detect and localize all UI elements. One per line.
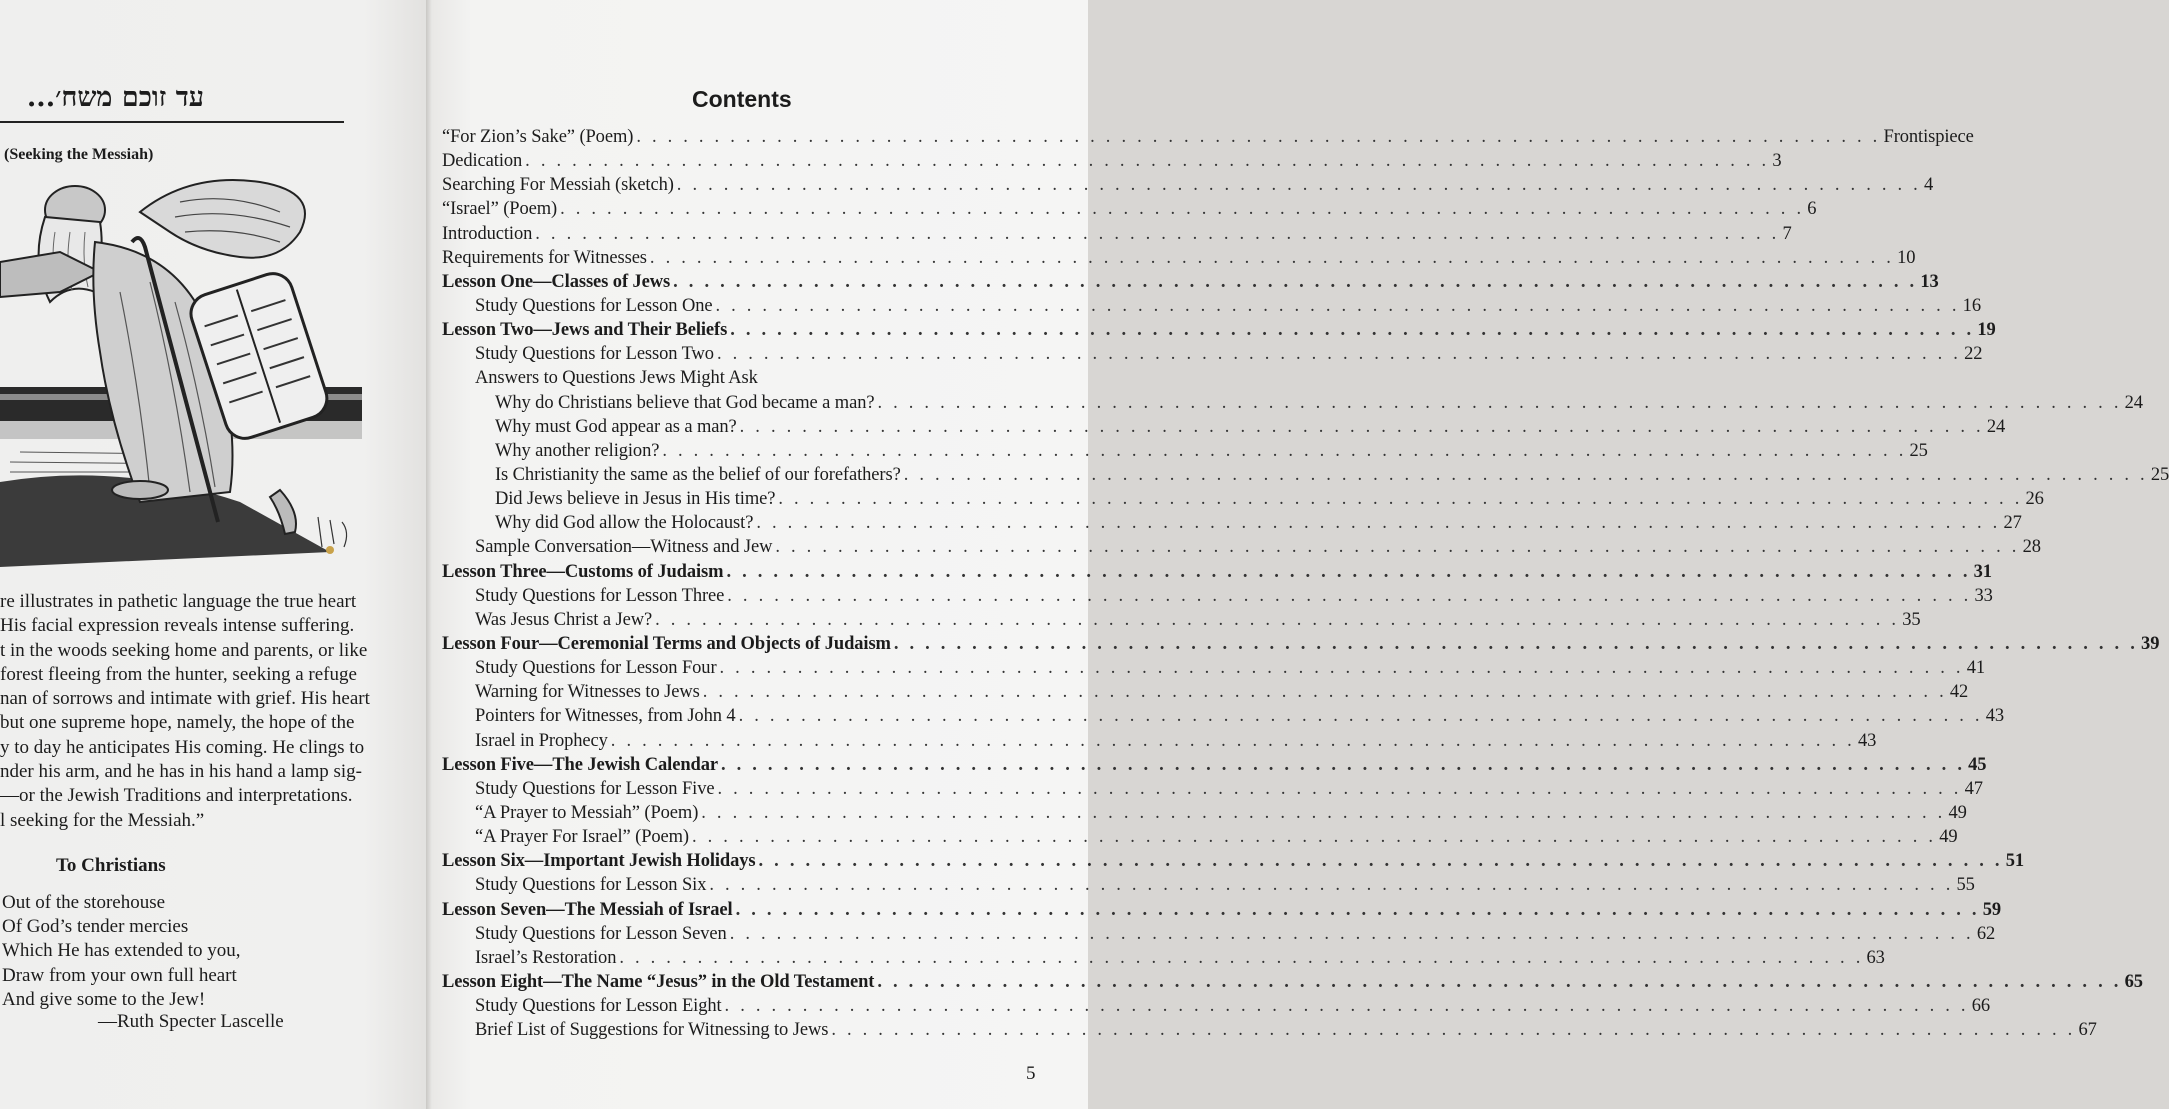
toc-entry: [442, 875, 1975, 899]
dot-leader: . . . . . . . . . . . . . . . . . . . . . . . . . . . . . . . . . . . . . . . . . . . . . . . . . . . . . . . . . . . . . . . . . . . . . . . . . . . . . . . .: [758, 851, 2003, 872]
toc-entry-page: 24: [1986, 416, 2006, 437]
page-number: 5: [1026, 1063, 1036, 1084]
dot-leader: . . . . . . . . . . . . . . . . . . . . . . . . . . . . . . . . . . . . . . . . . . . . . . . . . . . . . . . . . . . . . . . . . . . . . . . . . . . . . . . .: [655, 609, 1900, 630]
toc-entry-page: 10: [1897, 247, 1916, 268]
turban-cloth: [140, 180, 305, 258]
toc-entry: [442, 464, 2169, 489]
poem-line: Which He has extended to you,: [2, 940, 241, 962]
caption-line: l seeking for the Messiah.”: [0, 809, 205, 831]
toc-entry-page: 26: [2025, 489, 2044, 510]
dot-leader: . . . . . . . . . . . . . . . . . . . . . . . . . . . . . . . . . . . . . . . . . . . . . . . . . . . . . . . . . . . . . . . . . . . . . . . . . . . . . . . .: [893, 633, 2139, 654]
dot-leader: . . . . . . . . . . . . . . . . . . . . . . . . . . . . . . . . . . . . . . . . . . . . . . . . . . . . . . . . . . . . . . . . . . . . . . . . . . . . . . . .: [709, 875, 1954, 896]
toc-entry-title: Study Questions for Lesson Seven: [475, 923, 727, 944]
dot-leader: . . . . . . . . . . . . . . . . . . . . . . . . . . . . . . . . . . . . . . . . . . . . . . . . . . . . . . . . . . . . . . . . . . . . . . . . . . . . . . . .: [735, 899, 1980, 920]
dot-leader: . . . . . . . . . . . . . . . . . . . . . . . . . . . . . . . . . . . . . . . . . . . . . . . . . . . . . . . . . . . . . . . . . . . . . . . . . . . . . . . .: [702, 682, 1947, 703]
toc-entry-title: Dedication: [442, 151, 523, 172]
toc-entry-title: Why must God appear as a man?: [495, 416, 737, 437]
dot-leader: . . . . . . . . . . . . . . . . . . . . . . . . . . . . . . . . . . . . . . . . . . . . . . . . . . . . . . . . . . . . . . . . . . . . . . . . . . . . . . . .: [877, 971, 2122, 992]
toc-entry-title: Lesson Eight—The Name “Jesus” in the Old Testament: [442, 971, 875, 992]
dot-leader: . . . . . . . . . . . . . . . . . . . . . . . . . . . . . . . . . . . . . . . . . . . . . . . . . . . . . . . . . . . . . . . . . . . . . . . . . . . . . . . .: [676, 175, 1921, 196]
toc-entry-page: 63: [1866, 947, 1885, 968]
toc-entry: [442, 320, 1996, 344]
toc-entry: [442, 851, 2025, 875]
toc-entry: [442, 730, 1877, 755]
paper-stain: [326, 546, 334, 554]
toc-entry-title: Israel’s Restoration: [475, 947, 617, 968]
dot-leader: . . . . . . . . . . . . . . . . . . . . . . . . . . . . . . . . . . . . . . . . . . . . . . . . . . . . . . . . . . . . . . . . . . . . . . . . . . . . . . . .: [719, 658, 1964, 679]
toc-entry: [442, 754, 1987, 779]
toc-entry-page: 47: [1964, 778, 1983, 799]
caption-line: but one supreme hope, namely, the hope of the: [0, 712, 355, 734]
toc-entry: [442, 706, 2005, 730]
dot-leader: . . . . . . . . . . . . . . . . . . . . . . . . . . . . . . . . . . . . . . . . . . . . . . . . . . . . . . . . . . . . . . . . . . . . . . . . . . . . . . . .: [738, 706, 1983, 727]
toc-entry-title: Searching For Messiah (sketch): [442, 175, 674, 196]
toc-entry-page: 25: [1909, 440, 1928, 461]
toc-entry-page: 65: [2124, 971, 2143, 992]
toc-entry: [442, 199, 1817, 223]
toc-entry-title: “For Zion’s Sake” (Poem): [442, 127, 634, 147]
toc-entry-title: Lesson Five—The Jewish Calendar: [442, 754, 718, 775]
poem-heading: To Christians: [56, 855, 166, 876]
toc-entry-page: 31: [1973, 561, 1992, 582]
toc-entry-title: Lesson Six—Important Jewish Holidays: [442, 851, 756, 872]
toc-entry-page: 62: [1976, 923, 1996, 944]
toc-entry-title: Why did God allow the Holocaust?: [495, 513, 754, 534]
dot-leader: . . . . . . . . . . . . . . . . . . . . . . . . . . . . . . . . . . . . . . . . . . . . . . . . . . . . . . . . . . . . . . . . . . . . . . . . . . . . . . . .: [726, 561, 1971, 582]
poem-line: Of God’s tender mercies: [2, 916, 189, 938]
toc-entry: [442, 223, 1792, 248]
dot-leader: . . . . . . . . . . . . . . . . . . . . . . . . . . . . . . . . . . . . . . . . . . . . . . . . . . . . . . . . . . . . . . . . . . . . . . . . . . . . . . . .: [877, 392, 2122, 413]
toc-entry-page: 41: [1966, 658, 1986, 679]
toc-entry-page: 43: [1985, 706, 2005, 727]
dot-leader: . . . . . . . . . . . . . . . . . . . . . . . . . . . . . . . . . . . . . . . . . . . . . . . . . . . . . . . . . . . . . . . . . . . . . . . . . . . . . . . .: [662, 440, 1907, 461]
toc-entry-page: 27: [2003, 513, 2022, 534]
toc-entry: [442, 585, 1993, 610]
poem-author: —Ruth Specter Lascelle: [98, 1011, 284, 1032]
toc-entry: [442, 295, 1981, 320]
toc-entry-page: 22: [1964, 344, 1983, 365]
toc-entry-title: Lesson One—Classes of Jews: [442, 271, 671, 292]
dot-leader: . . . . . . . . . . . . . . . . . . . . . . . . . . . . . . . . . . . . . . . . . . . . . . . . . . . . . . . . . . . . . . . . . . . . . . . . . . . . . . . .: [525, 151, 1770, 172]
dot-leader: . . . . . . . . . . . . . . . . . . . . . . . . . . . . . . . . . . . . . . . . . . . . . . . . . . . . . . . . . . . . . . . . . . . . . . . . . . . . . . . .: [775, 537, 2020, 558]
toc-entry-page: 4: [1923, 175, 1934, 196]
left-page: [0, 0, 428, 1109]
toc-entry-title: Why do Christians believe that God became a man?: [495, 392, 875, 413]
dot-leader: . . . . . . . . . . . . . . . . . . . . . . . . . . . . . . . . . . . . . . . . . . . . . . . . . . . . . . . . . . . . . . . . . . . . . . . . . . . . . . . .: [673, 271, 1918, 292]
dot-leader: . . . . . . . . . . . . . . . . . . . . . . . . . . . . . . . . . . . . . . . . . . . . . . . . . . . . . . . . . . . . . . . . . . . . . . . . . . . . . . . .: [649, 247, 1895, 268]
toc-entry-page: 49: [1939, 827, 1958, 848]
toc-entry-page: 51: [2005, 851, 2025, 872]
toc-entry-title: Is Christianity the same as the belief of our forefathers?: [495, 464, 901, 485]
illustration-subtitle: (Seeking the Messiah): [4, 146, 154, 163]
toc-entry: [442, 971, 2143, 996]
toc-entry-page: Frontispiece: [1883, 127, 1974, 147]
heading-rule: [0, 121, 344, 123]
toc-entry-title: Requirements for Witnesses: [442, 247, 647, 268]
dot-leader: . . . . . . . . . . . . . . . . . . . . . . . . . . . . . . . . . . . . . . . . . . . . . . . . . . . . . . . . . . . . . . . . . . . . . . . . . . . . . . . .: [778, 489, 2023, 510]
toc-entry: [442, 682, 1969, 706]
toc-entry-title: Why another religion?: [495, 440, 660, 461]
dot-leader: . . . . . . . . . . . . . . . . . . . . . . . . . . . . . . . . . . . . . . . . . . . . . . . . . . . . . . . . . . . . . . . . . . . . . . . . . . . . . . . .: [730, 320, 1975, 341]
illustration-description: [0, 590, 414, 833]
toc-entry: [442, 899, 2002, 924]
toc-entry-title: Did Jews believe in Jesus in His time?: [495, 489, 776, 510]
toc-entry: [442, 271, 1939, 296]
caption-line: y to day he anticipates His coming. He clings to: [0, 736, 365, 758]
toc-entry-title: Brief List of Suggestions for Witnessing to Jews: [475, 1020, 829, 1041]
caption-line: re illustrates in pathetic language the true heart: [0, 591, 357, 612]
toc-entry-page: 43: [1857, 730, 1877, 751]
toc-entry: [442, 947, 1885, 972]
seeking-messiah-illustration: [0, 172, 362, 567]
hebrew-heading: עד זוכם משח׳...: [26, 82, 204, 113]
toc-entry: [442, 537, 2041, 561]
toc-entry-page: 13: [1920, 271, 1939, 292]
dot-leader: . . . . . . . . . . . . . . . . . . . . . . . . . . . . . . . . . . . . . . . . . . . . . . . . . . . . . . . . . . . . . . . . . . . . . . . . . . . . . . . .: [739, 416, 1984, 437]
dot-leader: . . . . . . . . . . . . . . . . . . . . . . . . . . . . . . . . . . . . . . . . . . . . . . . . . . . . . . . . . . . . . . . . . . . . . . . . . . . . . . . .: [715, 295, 1960, 316]
caption-line: nder his arm, and he has in his hand a lamp sig-: [0, 761, 362, 783]
dot-leader: . . . . . . . . . . . . . . . . . . . . . . . . . . . . . . . . . . . . . . . . . . . . . . . . . . . . . . . . . . . . . . . . . . . . . . . . . . . . . . . .: [831, 1020, 2076, 1041]
dot-leader: . . . . . . . . . . . . . . . . . . . . . . . . . . . . . . . . . . . . . . . . . . . . . . . . . . . . . . . . . . . . . . . . . . . . . . . . . . . . . . . .: [724, 996, 1969, 1017]
toc-entry-page: 66: [1971, 996, 1991, 1017]
toc-entry-page: 39: [2141, 633, 2160, 654]
toc-entry-title: Lesson Seven—The Messiah of Israel: [442, 899, 733, 920]
dot-leader: . . . . . . . . . . . . . . . . . . . . . . . . . . . . . . . . . . . . . . . . . . . . . . . . . . . . . . . . . . . . . . . . . . . . . . . . . . . . . . . .: [729, 923, 1974, 944]
toc-entry: [442, 127, 1974, 151]
toc-entry-title: Lesson Two—Jews and Their Beliefs: [442, 320, 728, 341]
left-foot: [112, 481, 168, 499]
toc-entry: [442, 802, 1967, 827]
toc-entry-title: Answers to Questions Jews Might Ask: [475, 368, 758, 389]
dot-leader: . . . . . . . . . . . . . . . . . . . . . . . . . . . . . . . . . . . . . . . . . . . . . . . . . . . . . . . . . . . . . . . . . . . . . . . . . . . . . . . .: [727, 585, 1972, 606]
toc-entry: [442, 658, 1986, 682]
toc-entry-title: Study Questions for Lesson One: [475, 295, 713, 316]
caption-line: —or the Jewish Traditions and interpretations.: [0, 785, 353, 807]
poem-line: And give some to the Jew!: [2, 988, 206, 1010]
toc-entry-page: 42: [1949, 682, 1969, 703]
toc-entry-title: Lesson Four—Ceremonial Terms and Objects of Judaism: [442, 633, 891, 654]
toc-entry-page: 59: [1982, 899, 2002, 920]
toc-entry-title: Sample Conversation—Witness and Jew: [475, 537, 773, 558]
poem: [2, 891, 240, 1012]
toc-entry-page: 16: [1962, 295, 1981, 316]
toc-entry-title: Israel in Prophecy: [475, 730, 608, 751]
contents-title: Contents: [692, 86, 792, 112]
toc-entry-page: 6: [1807, 199, 1817, 220]
toc-entry: [442, 175, 1934, 199]
toc-entry-page: 55: [1956, 875, 1975, 896]
toc-entry-title: Was Jesus Christ a Jew?: [475, 609, 653, 630]
dot-leader: . . . . . . . . . . . . . . . . . . . . . . . . . . . . . . . . . . . . . . . . . . . . . . . . . . . . . . . . . . . . . . . . . . . . . . . . . . . . . . . .: [535, 223, 1780, 244]
caption-line: nan of sorrows and intimate with grief. His heart: [0, 688, 370, 710]
toc-entry-page: 19: [1977, 320, 1996, 341]
toc-entry-page: 28: [2022, 537, 2041, 558]
toc-entry-page: 67: [2078, 1020, 2097, 1041]
toc-entry: [442, 778, 1983, 803]
toc-entry-title: Study Questions for Lesson Two: [475, 344, 714, 365]
toc-entry: [442, 344, 1983, 368]
toc-entry-title: “Israel” (Poem): [442, 199, 558, 220]
toc-entry: [442, 827, 1958, 851]
dot-leader: . . . . . . . . . . . . . . . . . . . . . . . . . . . . . . . . . . . . . . . . . . . . . . . . . . . . . . . . . . . . . . . . . . . . . . . . . . . . . . . .: [692, 827, 1937, 848]
dot-leader: . . . . . . . . . . . . . . . . . . . . . . . . . . . . . . . . . . . . . . . . . . . . . . . . . . . . . . . . . . . . . . . . . . . . . . . . . . . . . . . .: [717, 778, 1962, 799]
toc-entry-title: Pointers for Witnesses, from John 4: [475, 706, 736, 727]
toc-entry-page: 33: [1974, 585, 1993, 606]
toc-entry: [442, 923, 1996, 948]
table-of-contents: [442, 127, 2169, 1044]
toc-entry: [442, 513, 2022, 537]
dot-leader: . . . . . . . . . . . . . . . . . . . . . . . . . . . . . . . . . . . . . . . . . . . . . . . . . . . . . . . . . . . . . . . . . . . . . . . . . . . . . . . .: [619, 947, 1864, 968]
toc-entry-page: 49: [1948, 802, 1967, 823]
right-page: [432, 0, 2169, 1109]
dot-leader: . . . . . . . . . . . . . . . . . . . . . . . . . . . . . . . . . . . . . . . . . . . . . . . . . . . . . . . . . . . . . . . . . . . . . . . . . . . . . . . .: [636, 127, 1881, 147]
toc-entry-title: Introduction: [442, 223, 533, 244]
toc-entry-page: 24: [2124, 392, 2143, 413]
toc-entry-title: Lesson Three—Customs of Judaism: [442, 561, 724, 582]
toc-entry-title: “A Prayer For Israel” (Poem): [475, 827, 689, 848]
toc-entry-page: 35: [1902, 609, 1921, 630]
toc-entry-title: Study Questions for Lesson Three: [475, 585, 725, 606]
toc-entry-title: Study Questions for Lesson Five: [475, 778, 715, 799]
toc-entry: [442, 151, 1782, 175]
toc-entry: [442, 440, 1928, 465]
toc-entry: [442, 1020, 2097, 1044]
toc-entry-title: Study Questions for Lesson Six: [475, 875, 707, 896]
toc-entry: [442, 609, 1921, 634]
caption-line: forest fleeing from the hunter, seeking a refuge: [0, 663, 357, 685]
toc-entry: [442, 996, 1991, 1020]
dot-leader: . . . . . . . . . . . . . . . . . . . . . . . . . . . . . . . . . . . . . . . . . . . . . . . . . . . . . . . . . . . . . . . . . . . . . . . . . . . . . . . .: [701, 802, 1946, 823]
toc-entry: [442, 561, 1992, 586]
dot-leader: . . . . . . . . . . . . . . . . . . . . . . . . . . . . . . . . . . . . . . . . . . . . . . . . . . . . . . . . . . . . . . . . . . . . . . . . . . . . . . . .: [716, 344, 1962, 365]
toc-entry-page: 7: [1782, 223, 1792, 244]
toc-entry-page: 25: [2150, 464, 2169, 485]
dot-leader: . . . . . . . . . . . . . . . . . . . . . . . . . . . . . . . . . . . . . . . . . . . . . . . . . . . . . . . . . . . . . . . . . . . . . . . . . . . . . . . .: [560, 199, 1805, 220]
dot-leader: . . . . . . . . . . . . . . . . . . . . . . . . . . . . . . . . . . . . . . . . . . . . . . . . . . . . . . . . . . . . . . . . . . . . . . . . . . . . . . . .: [903, 464, 2148, 485]
poem-line: Out of the storehouse: [2, 892, 166, 913]
toc-entry: [442, 247, 1916, 272]
toc-entry: [442, 633, 2160, 658]
toc-entry: [442, 489, 2044, 513]
toc-entry-title: Study Questions for Lesson Eight: [475, 996, 722, 1017]
toc-entry-title: Study Questions for Lesson Four: [475, 658, 717, 679]
toc-entry-title: Warning for Witnesses to Jews: [475, 682, 700, 703]
toc-entry-page: 45: [1968, 754, 1987, 775]
dot-leader: . . . . . . . . . . . . . . . . . . . . . . . . . . . . . . . . . . . . . . . . . . . . . . . . . . . . . . . . . . . . . . . . . . . . . . . . . . . . . . . .: [610, 730, 1855, 751]
toc-entry: [442, 416, 2006, 441]
toc-entry-page: 3: [1772, 151, 1782, 172]
dot-leader: . . . . . . . . . . . . . . . . . . . . . . . . . . . . . . . . . . . . . . . . . . . . . . . . . . . . . . . . . . . . . . . . . . . . . . . . . . . . . . . .: [756, 513, 2001, 534]
toc-entry: [442, 368, 1042, 392]
toc-entry: [442, 392, 2143, 417]
poem-line: Draw from your own full heart: [2, 964, 237, 986]
dot-leader: . . . . . . . . . . . . . . . . . . . . . . . . . . . . . . . . . . . . . . . . . . . . . . . . . . . . . . . . . . . . . . . . . . . . . . . . . . . . . . . .: [720, 754, 1966, 775]
toc-entry-title: “A Prayer to Messiah” (Poem): [475, 802, 699, 823]
caption-line: t in the woods seeking home and parents, or like: [0, 639, 368, 661]
caption-line: His facial expression reveals intense suffering.: [0, 615, 355, 637]
